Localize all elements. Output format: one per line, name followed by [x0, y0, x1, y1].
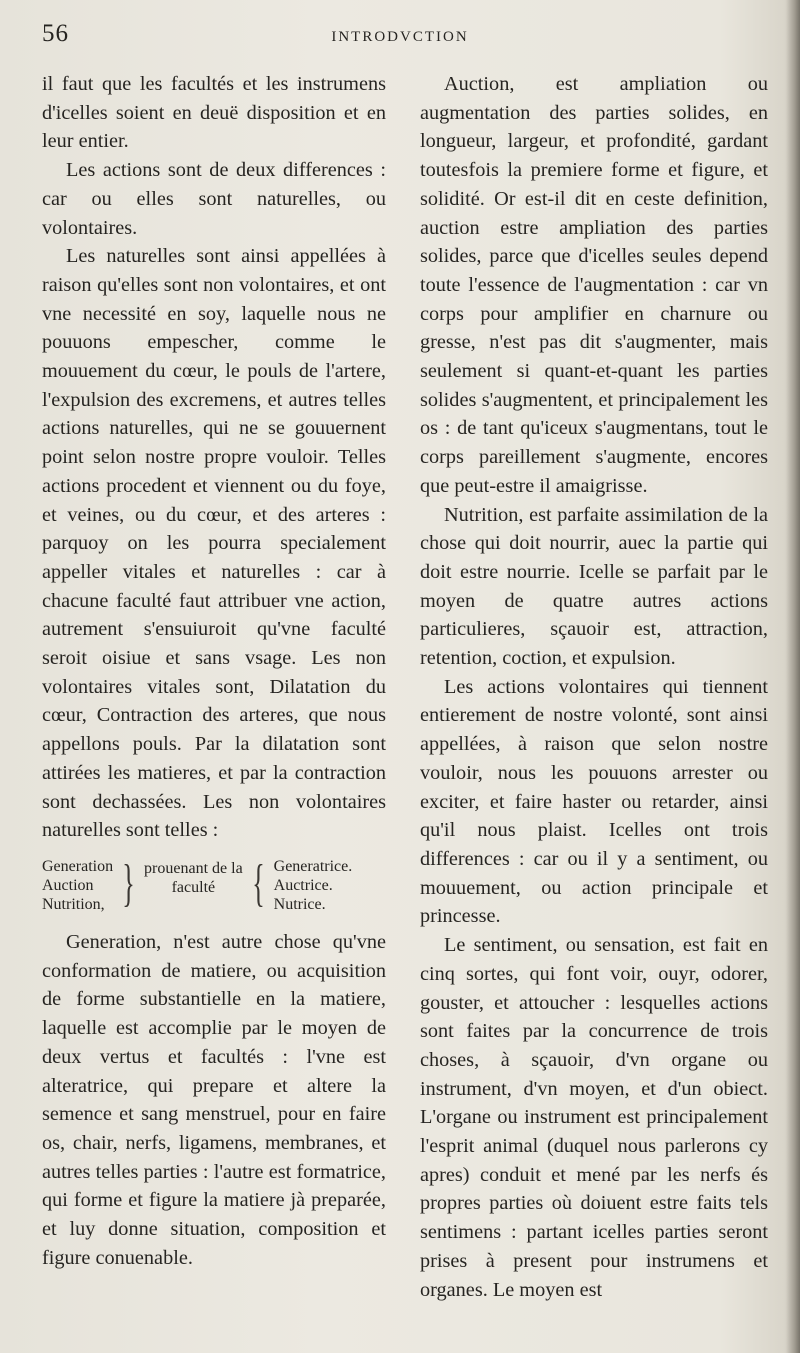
page-edge-shadow	[786, 0, 800, 1353]
brace-right-item: Nutrice.	[273, 895, 326, 913]
paragraph: Generation, n'est autre chose qu'vne conformation de matiere, ou acquisition de forme substantielle en la matiere, laquelle est accomplie par le moyen de deux vertus et facultés : l'vne est alteratrice, qui prepare et altere la semence et sang menstruel, pour en faire os, chair, nerfs, ligamens, membranes, et autres telles parties : l'autre est formatrice, qui forme et figure la matiere jà preparée, et luy donne situation, composition et figure conuenable.	[42, 930, 386, 1269]
brace-left-list	[42, 857, 113, 914]
left-column	[42, 70, 386, 1272]
paragraph: Nutrition, est parfaite assimilation de la chose qui doit nourrir, auec la partie qui doit estre nourrie. Icelle se parfait par le moyen de quatre autres actions particulieres, sçauoir est, attraction, retention, coction, et expulsion.	[420, 503, 768, 670]
brace-left-item: Generation	[42, 857, 114, 875]
paragraph: Les actions volontaires qui tiennent entierement de nostre volonté, sont ainsi appellées, à raison que selon nostre vouloir, nous les pouuons arrester ou exciter, et faire haster ou retarder, ainsi qu'il nous plaist. Icelles ont trois differences : car ou il y a sentiment, ou mouuement, ou action principale et princesse.	[420, 675, 768, 928]
right-column	[420, 70, 768, 1304]
right-brace-glyph: }	[122, 854, 135, 912]
page-number: 56	[42, 20, 69, 47]
running-head: INTRODVCTION	[331, 29, 469, 45]
paragraph: Auction, est ampliation ou augmentation des parties solides, en longueur, largeur, et profondité, gardant toutesfois la premiere forme et figure, et solidité. Or est-il dit en ceste definition, auction estre ampliation des parties solides, parce que d'icelles seules depend toute l'essence de l'augmentation : car vn corps pour amplifier en charnure ou gresse, n'est pas dit s'augmenter, mais seulement si quant-et-quant les parties solides s'augmentent, et principalement les os : de tant qu'iceux s'augmentans, tout le corps pareillement s'augmente, encores que peut-estre il amaigrisse.	[420, 73, 768, 497]
faculty-brace-table	[42, 854, 386, 914]
brace-left-item: Auction	[42, 876, 94, 894]
brace-middle-line: faculté	[171, 878, 216, 896]
brace-right-item: Auctrice.	[273, 876, 333, 894]
brace-right-item: Generatrice.	[273, 857, 353, 875]
paragraph: Les actions sont de deux differences : car ou elles sont naturelles, ou volontaires.	[42, 159, 386, 239]
left-brace-glyph: {	[251, 854, 265, 912]
brace-left-item: Nutrition,	[42, 895, 105, 913]
brace-middle-text	[144, 857, 243, 897]
paragraph: Les naturelles sont ainsi appellées à raison qu'elles sont non volontaires, et ont vne necessité en soy, laquelle nous ne pouuons empescher, comme le mouuement du cœur, le pouls de l'artere, l'expulsion des excremens, et autres telles actions naturelles, qui ne se gouuernent point selon nostre propre vouloir. Telles actions procedent et viennent ou du foye, et veines, ou du cœur, et des arteres : parquoy on les pourra specialement appeller vitales et naturelles : car à chacune faculté faut attribuer vne action, autrement s'ensuiuroit qu'vne faculté seroit oisiue et sans vsage. Les non volontaires vitales sont, Dilatation du cœur, Contraction des arteres, que nous appellons pouls. Par la dilatation sont attirées les matieres, et par la contraction sont dechassées. Les non volontaires naturelles sont telles :	[42, 245, 386, 842]
paragraph: il faut que les facultés et les instrumens d'icelles soient en deuë disposition et en leur entier.	[42, 73, 386, 153]
paragraph: Le sentiment, ou sensation, est fait en cinq sortes, qui font voir, ouyr, odorer, gouster, et attoucher : lesquelles actions sont faites par la concurrence de trois choses, à sçauoir, d'vn organe ou instrument, d'vn moyen, et d'un obiect. L'organe ou instrument est principalement l'esprit animal (duquel nous parlerons cy apres) conduit et mené par les nerfs és propres parties où doiuent estre faits tels sentimens : partant icelles parties seront prises à present pour instrumens et organes. Le moyen est	[420, 934, 768, 1301]
brace-right-list	[274, 857, 353, 914]
brace-middle-line: prouenant de la	[144, 859, 243, 877]
